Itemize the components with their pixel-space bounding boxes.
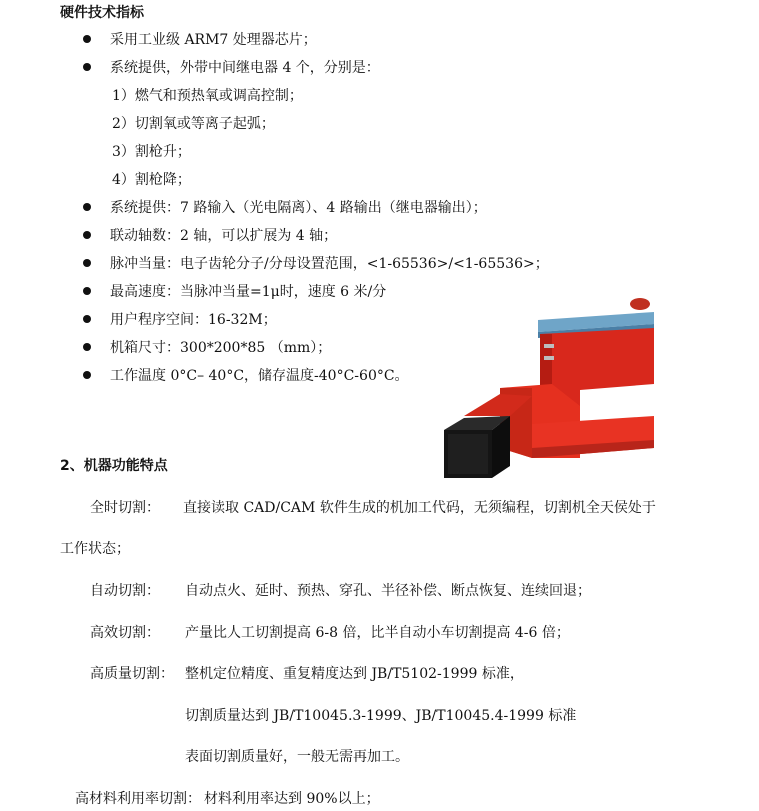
spec-item: 机箱尺寸：300*200*85 （mm）； — [110, 340, 332, 356]
spec-item: 最高速度：当脉冲当量=1μ时，速度 6 米/分 — [110, 284, 387, 300]
feature-label: 高质量切割： — [90, 666, 174, 682]
feature-text: 切割质量达到 JB/T10045.3-1999、JB/T10045.4-1999 标准 — [185, 708, 577, 724]
relay-item: 3）割枪升； — [112, 144, 191, 160]
relay-item: 4）割枪降； — [112, 172, 191, 188]
feature-text: 工作状态； — [60, 541, 130, 557]
spec-item: 工作温度 0°C– 40°C，储存温度-40°C-60°C。 — [110, 368, 409, 384]
bullet-icon — [83, 287, 91, 295]
bullet-icon — [83, 259, 91, 267]
feature-text: 材料利用率达到 90%以上； — [204, 791, 380, 807]
spec-item: 脉冲当量：电子齿轮分子/分母设置范围，<1-65536>/<1-65536>； — [110, 256, 549, 272]
feature-label: 高材料利用率切割： — [75, 791, 201, 807]
spec-item: 系统提供，外带中间继电器 4 个，分别是： — [110, 60, 380, 76]
bullet-icon — [83, 371, 91, 379]
relay-item: 1）燃气和预热氧或调高控制； — [112, 88, 303, 104]
bullet-icon — [83, 343, 91, 351]
spec-item: 系统提供：7 路输入（光电隔离）、4 路输出（继电器输出）； — [110, 200, 487, 216]
bullet-icon — [83, 63, 91, 71]
section-title-features: 2、机器功能特点 — [60, 458, 168, 474]
bullet-icon — [83, 315, 91, 323]
cutting-machine-image — [440, 298, 654, 488]
spec-item: 采用工业级 ARM7 处理器芯片； — [110, 32, 317, 48]
feature-label: 高效切割： — [90, 625, 160, 641]
feature-label: 自动切割： — [90, 583, 160, 599]
bullet-icon — [83, 35, 91, 43]
feature-text: 自动点火、延时、预热、穿孔、半径补偿、断点恢复、连续回退； — [185, 583, 591, 599]
bullet-icon — [83, 231, 91, 239]
spec-item: 联动轴数：2 轴，可以扩展为 4 轴； — [110, 228, 338, 244]
feature-text: 整机定位精度、重复精度达到 JB/T5102-1999 标准， — [185, 666, 524, 682]
spec-item: 用户程序空间：16-32M； — [110, 312, 277, 328]
section-title-hardware: 硬件技术指标 — [60, 5, 144, 21]
bullet-icon — [83, 203, 91, 211]
feature-label: 全时切割： — [90, 500, 160, 516]
feature-text: 产量比人工切割提高 6-8 倍，比半自动小车切割提高 4-6 倍； — [185, 625, 570, 641]
feature-text: 表面切割质量好，一般无需再加工。 — [185, 749, 409, 765]
relay-item: 2）切割氧或等离子起弧； — [112, 116, 275, 132]
feature-text: 直接读取 CAD/CAM 软件生成的机加工代码，无须编程，切割机全天侯处于 — [183, 500, 656, 516]
